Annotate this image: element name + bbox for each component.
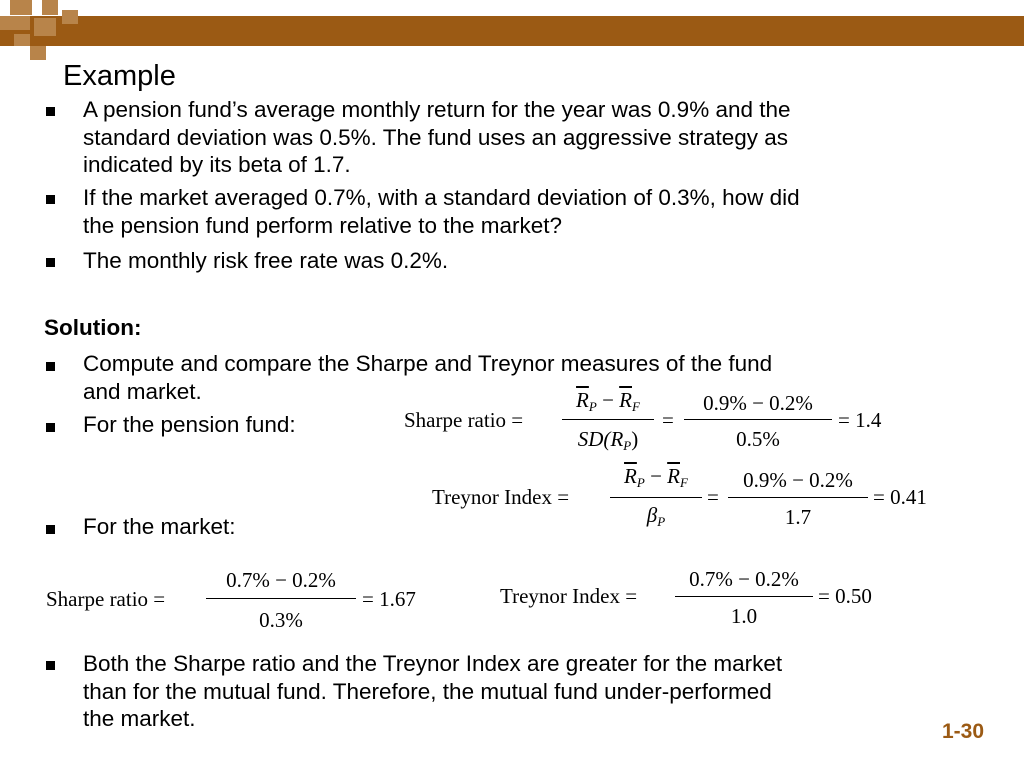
formula-result: = 0.50 [818, 584, 872, 608]
fraction [610, 463, 702, 531]
fraction-numerator: 0.9% − 0.2% [743, 468, 853, 492]
solution-bullet-2: For the pension fund: [83, 412, 296, 437]
fraction-denominator: 0.5% [736, 427, 780, 451]
fraction [728, 463, 868, 531]
fraction-denominator: 1.7 [784, 505, 812, 529]
fraction-numerator: $\overline{R}_P - \overline{R}_F$ [624, 464, 688, 490]
equals-sign: = [662, 408, 674, 432]
fraction-bar [206, 598, 356, 599]
fraction [562, 388, 654, 454]
fraction-numerator: 0.9% − 0.2% [703, 391, 813, 415]
solution-bullet-3: For the market: [83, 514, 236, 539]
formula-result: = 1.4 [838, 408, 882, 432]
fraction [684, 388, 832, 454]
formula-label: Sharpe ratio = [46, 587, 166, 611]
fraction-bar [610, 497, 702, 498]
fraction-bar [562, 419, 654, 420]
solution-label: Solution: [44, 315, 142, 340]
fraction-numerator: $\overline{R}_P - \overline{R}_F$ [576, 388, 640, 414]
fraction [206, 566, 356, 632]
bullet-1: A pension fund’s average monthly return for the year was 0.9% and the standard deviation was 0.5%. The fund uses an aggressive strategy as indicated by its beta of 1.7. [83, 97, 791, 177]
fraction-denominator: $\beta_P$ [646, 503, 666, 529]
bullet-marker [46, 107, 55, 116]
header-squares [0, 0, 80, 62]
bullet-2: If the market averaged 0.7%, with a standard deviation of 0.3%, how did the pension fund perform relative to the market? [83, 185, 800, 238]
fraction-bar [728, 497, 868, 498]
formula-label: Sharpe ratio = [404, 408, 524, 432]
bullet-marker [46, 362, 55, 371]
bullet-marker [46, 661, 55, 670]
page-number: 1-30 [941, 720, 984, 743]
conclusion-bullet: Both the Sharpe ratio and the Treynor Index are greater for the market than for the mutual fund. Therefore, the mutual fund under-performed the market. [83, 651, 783, 731]
equals-sign: = [707, 485, 719, 509]
fraction-bar [675, 596, 813, 597]
fraction-bar [684, 419, 832, 420]
formula-result: = 0.41 [873, 485, 927, 509]
solution-bullet-1: Compute and compare the Sharpe and Treynor measures of the fund and market. [83, 351, 773, 404]
fraction-numerator: 0.7% − 0.2% [689, 567, 799, 591]
fraction-denominator: 0.3% [259, 608, 303, 632]
formula-result: = 1.67 [362, 587, 416, 611]
bullet-marker [46, 525, 55, 534]
header-bar [0, 16, 1024, 46]
fraction-denominator: 1.0 [730, 604, 758, 628]
bullet-marker [46, 258, 55, 267]
formula-label: Treynor Index = [500, 584, 638, 608]
fraction-denominator: $SD(R_P)$ [577, 427, 639, 453]
fraction-numerator: 0.7% − 0.2% [226, 568, 336, 592]
bullet-3: The monthly risk free rate was 0.2%. [83, 248, 449, 273]
formula-label: Treynor Index = [432, 485, 570, 509]
fraction [675, 565, 813, 629]
bullet-marker [46, 195, 55, 204]
slide-title: Example [63, 60, 176, 92]
bullet-marker [46, 423, 55, 432]
